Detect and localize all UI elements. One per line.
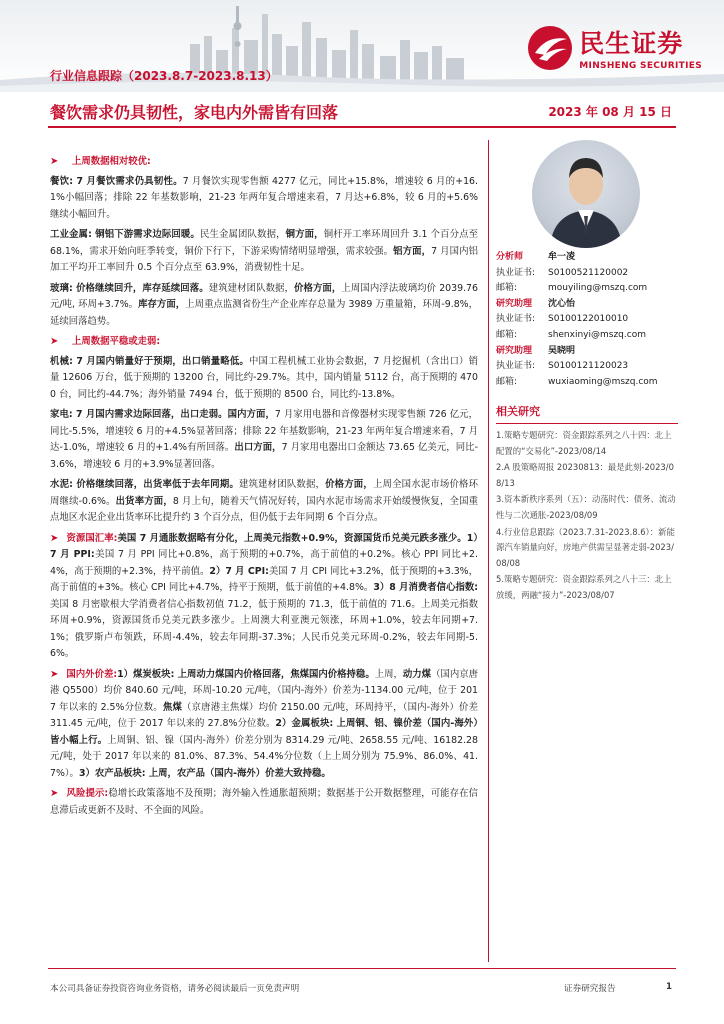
highlight: 焦煤 bbox=[162, 701, 183, 713]
text: 民生金属团队数据， bbox=[199, 229, 286, 240]
report-type: 行业信息跟踪（2023.8.7-2023.8.13） bbox=[50, 69, 278, 83]
brand-logo bbox=[527, 24, 702, 71]
author-role: 研究助理 bbox=[496, 345, 533, 356]
author-name: 沈心怡 bbox=[548, 298, 576, 309]
footer-disclaimer: 本公司具备证券投资咨询业务资格，请务必阅读最后一页免责声明 bbox=[50, 984, 300, 994]
paragraph-glass bbox=[50, 281, 478, 331]
related-list bbox=[496, 428, 678, 604]
paragraph-risk bbox=[50, 786, 478, 819]
highlight: 国内方面， bbox=[227, 409, 275, 420]
report-date: 2023 年 08 月 15 日 bbox=[548, 105, 672, 119]
cert-number: S0100122010010 bbox=[548, 314, 629, 325]
highlight: 2）金属板块: 上周铜、铝、镍价差（国内-海外）皆小幅上行。 bbox=[50, 718, 478, 746]
paragraph-lead: 水泥: 价格继续回落，出货率低于去年同期。 bbox=[50, 479, 239, 490]
author-mail-row bbox=[496, 281, 678, 297]
text: 美国 7 月 CPI 同比+3.2%，低于预期的+3.3%，高于前值的+3%。核心 CPI 同比+4.7%，持平于预期，低于前值的+4.8%。 bbox=[50, 565, 478, 593]
author-cert-row bbox=[496, 359, 678, 375]
cert-number: S0100121120023 bbox=[548, 361, 629, 372]
highlight: 3）农产品板块: 上周，农产品（国内-海外）价差大致持稳。 bbox=[78, 767, 331, 779]
arrow-bullet-icon: ➤ bbox=[50, 336, 59, 347]
highlight: 出口方面， bbox=[234, 442, 282, 453]
related-research bbox=[496, 403, 678, 605]
section-title: 上周数据平稳或走弱: bbox=[72, 336, 161, 347]
paragraph-cement bbox=[50, 477, 478, 527]
analyst-portrait-icon bbox=[532, 140, 640, 248]
related-item[interactable]: 4.行业信息跟踪（2023.7.31-2023.8.6）：新能源汽车销量向好，房地产供需呈显著走弱-2023/08/08 bbox=[496, 526, 675, 568]
author-role: 研究助理 bbox=[496, 298, 533, 309]
text: 美国 7 月 PPI 同比+0.8%，高于预期的+0.7%，高于前值的+0.2%。核心 PPI 同比+2.4%，高于预期的+2.3%，持平前值。 bbox=[50, 549, 479, 577]
text: 建筑建材团队数据， bbox=[238, 479, 326, 490]
arrow-bullet-icon: ➤ bbox=[50, 532, 59, 544]
related-item[interactable]: 2.A 股策略周报 20230813：最是此刻-2023/08/13 bbox=[496, 462, 674, 488]
related-item[interactable]: 1.策略专题研究：资金跟踪系列之八十四：北上配置的“交易化”-2023/08/14 bbox=[496, 430, 672, 456]
author-name: 牟一凌 bbox=[548, 252, 576, 262]
paragraph-body: 中国工程机械工业协会数据，7 月挖掘机（含出口）销量 12606 万台，低于预期的 13200 台，同比约-29.7%。其中，国内销量 5112 台，高于预期的 4700 台，同比约-44.7%；海外销量 7494 台，低于预期的 8500 台，同比约-13.8%。 bbox=[50, 355, 478, 400]
cert-label: 执业证书: bbox=[496, 361, 536, 372]
text: 上周重点监测省份生产企业库存总量为 3989 万重量箱，环周-9.8%，延续回落趋势。 bbox=[50, 299, 478, 327]
mail-label: 邮箱: bbox=[496, 329, 518, 340]
paragraph-lead: 家电: 7 月国内需求边际回落，出口走弱。 bbox=[50, 409, 228, 420]
brand-name-en: MINSHENG SECURITIES bbox=[579, 61, 702, 71]
cert-label: 执业证书: bbox=[496, 314, 536, 325]
related-item[interactable]: 5.策略专题研究：资金跟踪系列之八十三：北上放缓，两融“接力”-2023/08/07 bbox=[496, 574, 672, 600]
highlight: 价格方面， bbox=[294, 282, 342, 294]
column-divider bbox=[488, 140, 489, 962]
arrow-bullet-icon: ➤ bbox=[50, 668, 59, 680]
page-number: 1 bbox=[666, 982, 672, 992]
highlight: 美国 7 月通胀数据略有分化，上周美元指数+0.9%，资源国货币兑美元跌多涨少。1）7 月 PPI: bbox=[50, 532, 478, 560]
text: 7 月家用电器出口金额达 73.65 亿美元，同比-3.6%，增速较 6 月的+3.9%显著回落。 bbox=[50, 442, 478, 470]
report-header bbox=[0, 0, 724, 130]
author-cert-row bbox=[496, 266, 678, 282]
text: 上周铜、铝、镍（国内-海外）价差分别为 8314.29 元/吨、2658.55 元/吨、16182.28 元/吨，处于 2017 年以来的 81.0%、87.3%、54.4%分位数（上上周分别为 75.9%、86.0%、41.7%）。 bbox=[50, 734, 478, 779]
paragraph-lead: 餐饮: 7 月餐饮需求仍具韧性。 bbox=[50, 175, 183, 187]
author-name: 吴晓明 bbox=[548, 345, 576, 356]
paragraph-appliances bbox=[50, 407, 478, 473]
author-role-row bbox=[496, 250, 678, 266]
paragraph-lead: 风险提示: bbox=[66, 788, 109, 799]
author-mail-row bbox=[496, 328, 678, 344]
author-role-row bbox=[496, 297, 678, 313]
text: 8 月上旬，随着天气情况好转，国内水泥市场需求开始缓慢恢复，全国重点地区水泥企业出货率环比提升约 3 个百分点，但仍低于去年同期 6 个百分点。 bbox=[50, 495, 478, 523]
paragraph-lead: 资源国汇率: bbox=[66, 532, 118, 544]
footer-label: 证券研究报告 bbox=[564, 984, 616, 994]
mail-label: 邮箱: bbox=[496, 283, 518, 294]
cert-label: 执业证书: bbox=[496, 267, 536, 278]
text: 7 月家用电器和音像器材实现零售额 726 亿元，同比-5.5%，增速较 6 月的+4.5%显著回落；排除 22 年基数影响，21-23 年两年复合增速来看，7 月达-1.0%，增速较 6 月的+1.4%有所回落。 bbox=[50, 409, 478, 453]
footer-divider bbox=[48, 968, 676, 969]
mail-label: 邮箱: bbox=[496, 376, 518, 387]
main-column bbox=[50, 152, 478, 823]
section-title: 上周数据相对较优: bbox=[72, 156, 151, 167]
text: 7 月国内铝加工平均开工率回升 0.5 个百分点至 63.9%，消费韧性十足。 bbox=[50, 245, 478, 273]
section-heading-weak bbox=[50, 334, 478, 351]
paragraph-lead: 玻璃: 价格继续回升，库存延续回落。 bbox=[50, 282, 209, 294]
highlight: 铜方面， bbox=[285, 229, 324, 240]
brand-name-cn: 民生证券 bbox=[579, 29, 684, 58]
author-list bbox=[496, 250, 678, 390]
related-title: 相关研究 bbox=[496, 403, 678, 424]
text: （京唐港主焦煤）均价 2150.00 元/吨，环周持平，（国内-海外）价差 311.45 元/吨，位于 2017 年以来的 27.8%分位数。 bbox=[50, 701, 478, 729]
paragraph-lead: 机械: 7 月国内销量好于预期，出口销量略低。 bbox=[50, 355, 249, 367]
arrow-bullet-icon: ➤ bbox=[50, 788, 59, 799]
arrow-bullet-icon: ➤ bbox=[50, 156, 59, 167]
minsheng-logo-icon bbox=[527, 25, 573, 71]
text: 铜杆开工率环周回升 3.1 个百分点至 68.1%，需求开始向旺季转变，铜价下行下，下游采购情绪明显增强，需求较强。 bbox=[50, 229, 478, 257]
email-link[interactable]: mouyiling@mszq.com bbox=[548, 283, 648, 294]
highlight: 价格方面， bbox=[325, 479, 373, 490]
text: 上周， bbox=[374, 668, 403, 680]
paragraph-fx bbox=[50, 531, 478, 663]
highlight: 动力煤 bbox=[402, 668, 432, 680]
header-divider bbox=[48, 126, 676, 128]
section-heading-strong bbox=[50, 154, 478, 171]
paragraph-body: 7 月餐饮实现零售额 4277 亿元，同比+15.8%，增速较 6 月的+16.1%小幅回落；排除 22 年基数影响，21-23 年两年复合增速来看，7 月达+6.8%，较 6 月的+5.6%继续小幅回升。 bbox=[50, 175, 478, 220]
text: 上周全国水泥市场价格环周继续-0.6%。 bbox=[50, 479, 478, 507]
paragraph-body: 稳增长政策落地不及预期；海外输入性通胀超预期；数据基于公开数据整理，可能存在信息滞后或更新不及时、不全面的风险。 bbox=[50, 788, 478, 816]
paragraph-lead: 国内外价差: bbox=[66, 668, 118, 680]
text: （国内京唐港 Q5500）均价 840.60 元/吨，环周-10.20 元/吨，（国内-海外）价差为-1134.00 元/吨，位于 2017 年以来的 2.5%分位数。 bbox=[50, 668, 478, 713]
cert-number: S0100521120002 bbox=[548, 267, 629, 278]
highlight: 出货率方面， bbox=[115, 495, 173, 507]
paragraph-spreads bbox=[50, 667, 478, 783]
paragraph-lead: 工业金属: 铜铝下游需求边际回暖。 bbox=[50, 229, 200, 240]
author-cert-row bbox=[496, 312, 678, 328]
paragraph-metals bbox=[50, 227, 478, 277]
paragraph-catering bbox=[50, 174, 478, 224]
analyst-photo bbox=[532, 140, 640, 248]
report-title: 餐饮需求仍具韧性，家电内外需皆有回落 bbox=[50, 103, 339, 122]
highlight: 2）7 月 CPI: bbox=[209, 565, 269, 577]
author-mail-row bbox=[496, 375, 678, 391]
text: 建筑建材团队数据， bbox=[208, 282, 294, 294]
email-link[interactable]: shenxinyi@mszq.com bbox=[548, 329, 646, 340]
text: 美国 8 月密歇根大学消费者信心指数初值 71.2，低于预期的 71.3，低于前值的 71.6。上周美元指数环周+0.9%，资源国货币兑美元跌多涨少。上周澳大利亚澳元领涨，环周+1.0%，较去年同期+7.1%；俄罗斯卢布领跌，环周-4.4%，较去年同期-37.3%；人民币兑美元环周-0.2%，较去年同期-5.6%。 bbox=[50, 598, 478, 659]
highlight: 库存方面， bbox=[138, 299, 186, 310]
author-role: 分析师 bbox=[496, 252, 524, 262]
highlight: 铝方面， bbox=[393, 245, 432, 257]
related-item[interactable]: 3.资本新秩序系列（五）：动荡时代：债务、流动性与二次通胀-2023/08/09 bbox=[496, 494, 676, 520]
email-link[interactable]: wuxiaoming@mszq.com bbox=[548, 376, 658, 387]
highlight: 1）煤炭板块: 上周动力煤国内价格回落，焦煤国内价格持稳。 bbox=[117, 668, 375, 680]
author-role-row bbox=[496, 344, 678, 360]
paragraph-machinery bbox=[50, 354, 478, 404]
text: 上周国内浮法玻璃均价 2039.76 元/吨, 环周+3.7%。 bbox=[50, 282, 478, 310]
highlight: 3）8 月消费者信心指数: bbox=[373, 582, 479, 593]
